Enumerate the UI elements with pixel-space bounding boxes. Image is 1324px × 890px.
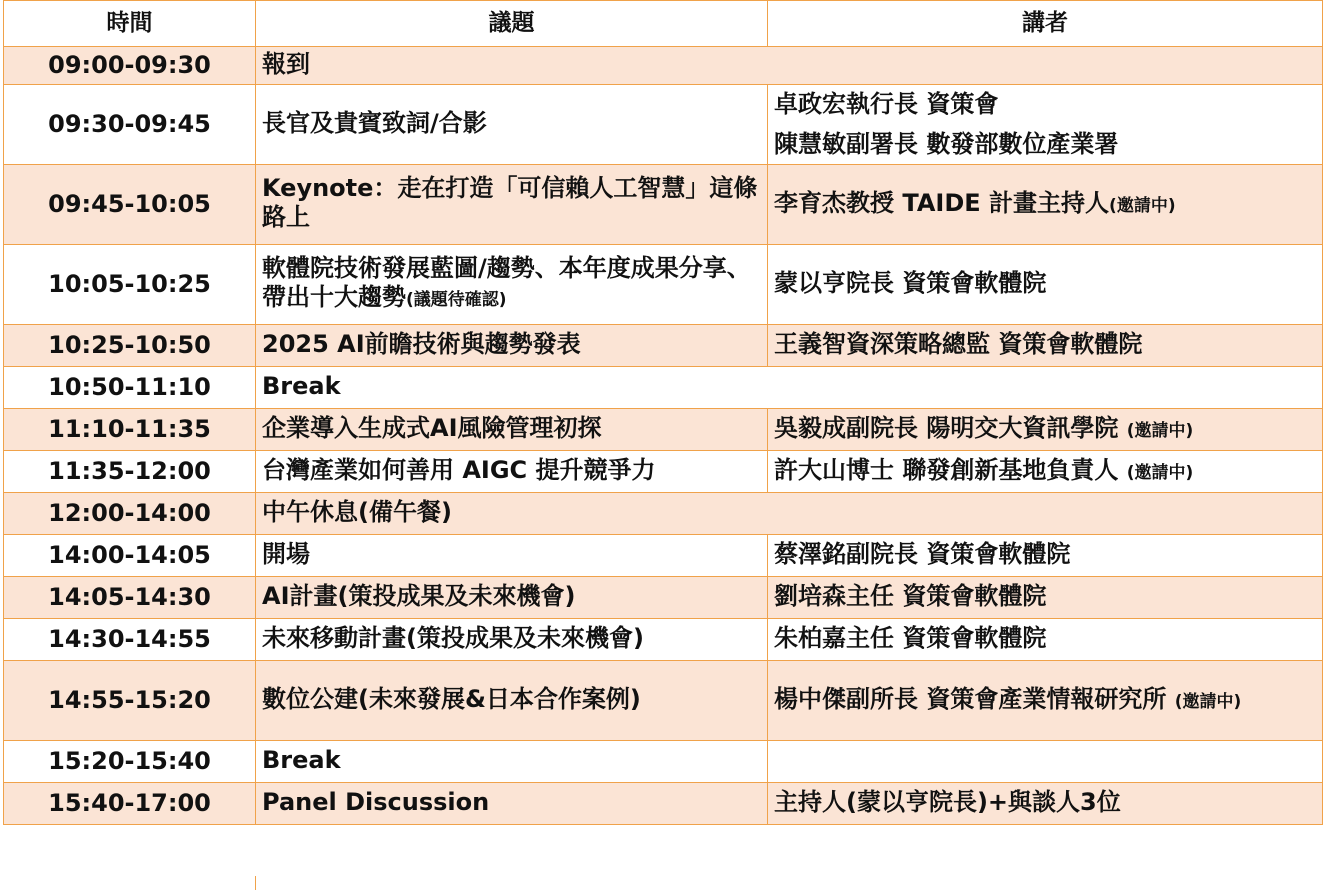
speaker-cell: [768, 85, 1323, 165]
speaker-cell: [768, 409, 1323, 451]
agenda-table: [3, 0, 1323, 825]
speaker-line: [774, 540, 1316, 572]
table-tail-line: [255, 876, 256, 890]
speaker-line: [774, 624, 1316, 656]
table-row: [4, 535, 1323, 577]
speaker-cell: [768, 741, 1323, 783]
agenda-body: [4, 47, 1323, 825]
topic-text: 長官及貴賓致詞/合影: [262, 108, 487, 137]
header-speaker: 講者: [768, 1, 1323, 47]
table-row: [4, 47, 1323, 85]
table-row: [4, 85, 1323, 165]
speaker-line: [774, 582, 1316, 614]
speaker-line: [774, 269, 1316, 301]
time-cell: 10:05-10:25: [4, 245, 256, 325]
table-row: [4, 741, 1323, 783]
topic-text: AI計畫(策投成果及未來機會): [262, 581, 576, 610]
topic-text: 未來移動計畫(策投成果及未來機會): [262, 623, 644, 652]
speaker-line: [774, 414, 1316, 446]
table-row: [4, 619, 1323, 661]
speaker-cell: [768, 619, 1323, 661]
speaker-line: [774, 788, 1316, 820]
speaker-note: (邀請中): [1109, 195, 1176, 216]
time-cell: 14:30-14:55: [4, 619, 256, 661]
table-row: [4, 451, 1323, 493]
speaker-cell: [768, 783, 1323, 825]
topic-cell: [256, 741, 768, 783]
speaker-cell: [768, 535, 1323, 577]
topic-text: 數位公建(未來發展&日本合作案例): [262, 684, 641, 713]
topic-cell: [256, 165, 768, 245]
time-cell: 10:50-11:10: [4, 367, 256, 409]
topic-cell: [256, 493, 1323, 535]
speaker-cell: [768, 245, 1323, 325]
speaker-name: 楊中傑副所長 資策會產業情報研究所: [774, 684, 1175, 713]
speaker-cell: [768, 325, 1323, 367]
header-row: [4, 1, 1323, 47]
table-row: [4, 661, 1323, 741]
time-cell: 09:00-09:30: [4, 47, 256, 85]
time-cell: 14:05-14:30: [4, 577, 256, 619]
topic-text: Break: [262, 745, 341, 774]
topic-text: Panel Discussion: [262, 787, 490, 816]
speaker-line: 陳慧敏副署長 數發部數位產業署: [774, 130, 1119, 158]
topic-text: 台灣產業如何善用 AIGC 提升競爭力: [262, 455, 656, 484]
time-cell: 09:45-10:05: [4, 165, 256, 245]
topic-cell: [256, 47, 1323, 85]
speaker-cell: [768, 451, 1323, 493]
speaker-name: 卓政宏執行長 資策會: [774, 90, 999, 118]
table-row: [4, 493, 1323, 535]
table-row: [4, 367, 1323, 409]
topic-cell: [256, 783, 768, 825]
topic-text: Break: [262, 371, 341, 400]
speaker-cell: [768, 165, 1323, 245]
speaker-name: 許大山博士 聯發創新基地負責人: [774, 455, 1127, 484]
topic-text: 開場: [262, 539, 310, 568]
topic-cell: [256, 409, 768, 451]
table-row: [4, 783, 1323, 825]
time-cell: 11:10-11:35: [4, 409, 256, 451]
time-cell: 10:25-10:50: [4, 325, 256, 367]
topic-cell: [256, 451, 768, 493]
time-cell: 09:30-09:45: [4, 85, 256, 165]
speaker-name: 蔡澤銘副院長 資策會軟體院: [774, 539, 1071, 568]
table-row: [4, 409, 1323, 451]
speaker-name: 吳毅成副院長 陽明交大資訊學院: [774, 413, 1127, 442]
time-cell: 15:40-17:00: [4, 783, 256, 825]
speaker-name: 朱柏嘉主任 資策會軟體院: [774, 623, 1047, 652]
speaker-name: 劉培森主任 資策會軟體院: [774, 581, 1047, 610]
table-row: [4, 577, 1323, 619]
header-topic: 議題: [256, 1, 768, 47]
table-row: [4, 165, 1323, 245]
topic-cell: [256, 619, 768, 661]
speaker-note: (邀請中): [1126, 462, 1194, 483]
time-cell: 11:35-12:00: [4, 451, 256, 493]
topic-cell: [256, 245, 768, 325]
header-time: 時間: [4, 1, 256, 47]
topic-text: 2025 AI前瞻技術與趨勢發表: [262, 329, 581, 358]
topic-text: 軟體院技術發展藍圖/趨勢、本年度成果分享、帶出十大趨勢: [262, 254, 751, 311]
speaker-note: (邀請中): [1126, 420, 1194, 441]
speaker-line: [774, 330, 1316, 362]
time-cell: 14:00-14:05: [4, 535, 256, 577]
topic-text: 中午休息(備午餐): [262, 497, 452, 526]
topic-cell: [256, 325, 768, 367]
speaker-name: 王義智資深策略總監 資策會軟體院: [774, 329, 1143, 358]
speaker-line: [774, 189, 1316, 221]
topic-cell: [256, 85, 768, 165]
topic-text: 企業導入生成式AI風險管理初探: [262, 413, 602, 442]
speaker-cell: [768, 577, 1323, 619]
topic-cell: [256, 577, 768, 619]
topic-cell: [256, 661, 768, 741]
topic-cell: [256, 367, 1323, 409]
table-row: [4, 325, 1323, 367]
speaker-line: [774, 90, 1316, 122]
speaker-line: [774, 685, 1316, 717]
topic-text: Keynote：走在打造「可信賴人工智慧」這條路上: [262, 174, 758, 231]
time-cell: 12:00-14:00: [4, 493, 256, 535]
table-row: [4, 245, 1323, 325]
topic-note: (議題待確認): [406, 290, 507, 310]
topic-text: 報到: [262, 49, 310, 78]
speaker-line: [774, 456, 1316, 488]
speaker-note: (邀請中): [1174, 691, 1242, 712]
speaker-cell: [768, 661, 1323, 741]
topic-cell: [256, 535, 768, 577]
speaker-name: 李育杰教授 TAIDE 計畫主持人: [774, 188, 1110, 217]
time-cell: 14:55-15:20: [4, 661, 256, 741]
speaker-name: 蒙以亨院長 資策會軟體院: [774, 268, 1047, 297]
time-cell: 15:20-15:40: [4, 741, 256, 783]
speaker-name: 主持人(蒙以亨院長)+與談人3位: [774, 787, 1121, 816]
